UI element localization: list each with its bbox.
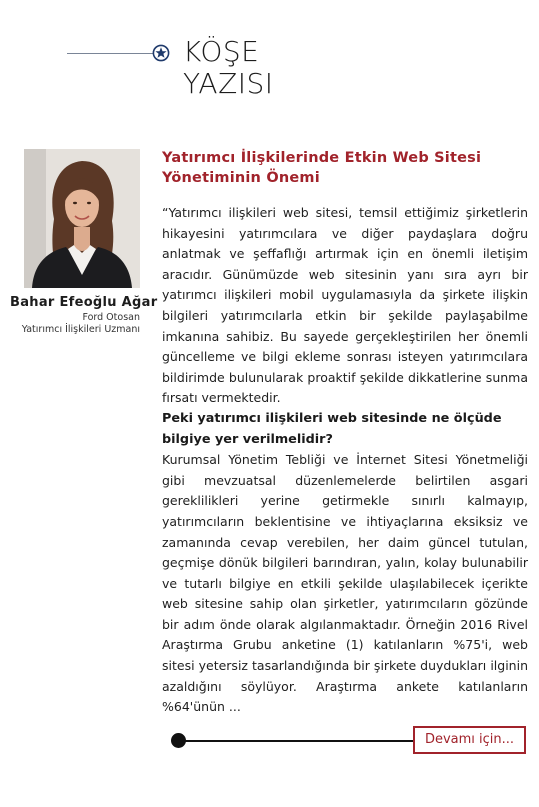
article-title: Yatırımcı İlişkilerinde Etkin Web Sitesi Yönetiminin Önemi bbox=[162, 150, 482, 186]
section-title bbox=[183, 36, 274, 100]
more-rule-dot bbox=[171, 733, 186, 748]
section-title-line2: YAZISI bbox=[183, 67, 274, 100]
article-paragraph-2: Kurumsal Yönetim Tebliği ve İnternet Sitesi Yönetmeliği gibi mevzuatsal düzenlemelerde belirtilen asgari gereklilikleri yerine getirmekle sınırlı kalmayıp, yatırımcıların beklentisine ve ihtiyaçlarına eksiksiz ve zamanında cevap verebilen, her daim güncel tutulan, geçmişe dönük bilgileri barındıran, yalın, kolay bulunabilir ve tutarlı bilgiye en etkili şekilde ulaşılabilecek içerikte web sitesine sahip olan şirketler, yatırımcıların gözünde bir adım önde olarak algılanmaktadır. Örneğin 2016 Rivel Araştırma Grubu anketine (1) katılanların %75'i, web sitesi yetersiz tasarlandığında bir şirkete duydukları ilginin azaldığını söylüyor. Araştırma ankete katılanların %64'ünün ... bbox=[162, 452, 528, 715]
author-info bbox=[10, 295, 158, 336]
author-role: Yatırımcı İlişkileri Uzmanı bbox=[21, 324, 140, 335]
article-body bbox=[162, 203, 528, 718]
author-name: Bahar Efeoğlu Ağar bbox=[10, 295, 158, 310]
section-title-line1: KÖŞE bbox=[183, 35, 260, 68]
article-paragraph-1: “Yatırımcı ilişkileri web sitesi, temsil ettiğimiz şirketlerin hikayesini yatırımcılara ve diğer paydaşlara doğru anlatmak ve şeffaflığı artırmak için en önemli iletişim aracıdır. Günümüzde web sitesinin yanı sıra ayrı bir yatırımcı ilişkileri mobil uygulamasıyla da şirkete ilişkin bilgileri yatırımcılarla etkin bir şekilde paylaşabilme imkanına sahibiz. Bu sayede gerçekleştirilen her önemli güncelleme ve bilgi ekleme sonrası isteyen yatırımcılara bildirimde bulunularak proaktif şekilde dikkatlerine sunma fırsatı vermektedir. bbox=[162, 205, 528, 406]
more-rule bbox=[178, 740, 414, 742]
author-organization: Ford Otosan bbox=[82, 312, 140, 323]
read-more-button[interactable]: Devamı için... bbox=[413, 726, 526, 754]
star-icon bbox=[152, 44, 170, 62]
author-photo bbox=[24, 149, 140, 288]
header-rule bbox=[67, 53, 153, 54]
article-question: Peki yatırımcı ilişkileri web sitesinde ne ölçüde bilgiye yer verilmelidir? bbox=[162, 410, 502, 447]
